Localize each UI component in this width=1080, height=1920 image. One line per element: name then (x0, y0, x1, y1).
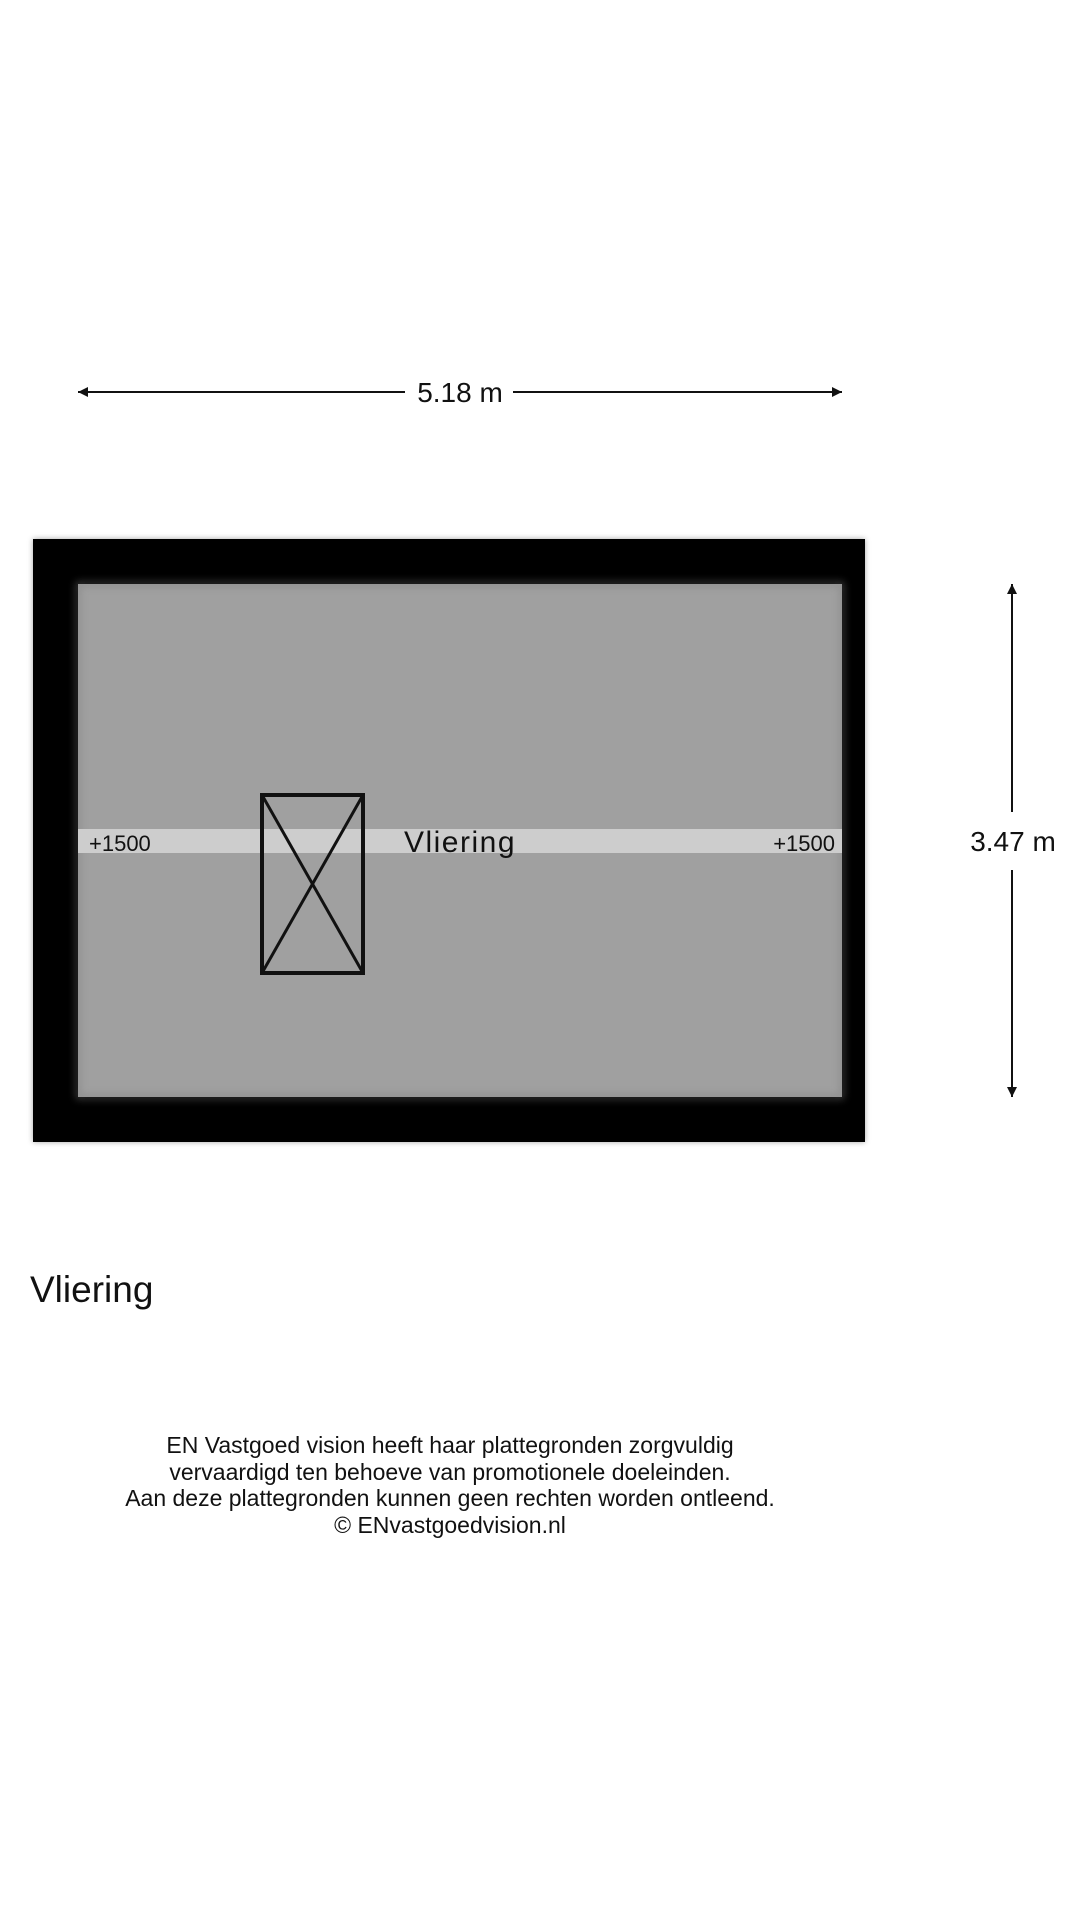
height-label-left: +1500 (89, 831, 151, 856)
disclaimer-line: EN Vastgoed vision heeft haar plattegronden zorgvuldig (166, 1432, 734, 1458)
width-dimension (78, 377, 842, 408)
disclaimer-line: Aan deze plattegronden kunnen geen rechten worden ontleend. (125, 1485, 775, 1511)
floor-title: Vliering (30, 1269, 154, 1310)
width-dimension-label: 5.18 m (417, 377, 503, 408)
disclaimer-line: vervaardigd ten behoeve van promotionele doeleinden. (169, 1458, 731, 1485)
height-label-right: +1500 (773, 831, 835, 856)
disclaimer (0, 1432, 900, 1538)
height-dimension-label: 3.47 m (970, 826, 1056, 857)
height-dimension (970, 584, 1056, 1097)
disclaimer-line: © ENvastgoedvision.nl (334, 1511, 566, 1538)
room-name-label: Vliering (403, 826, 517, 859)
